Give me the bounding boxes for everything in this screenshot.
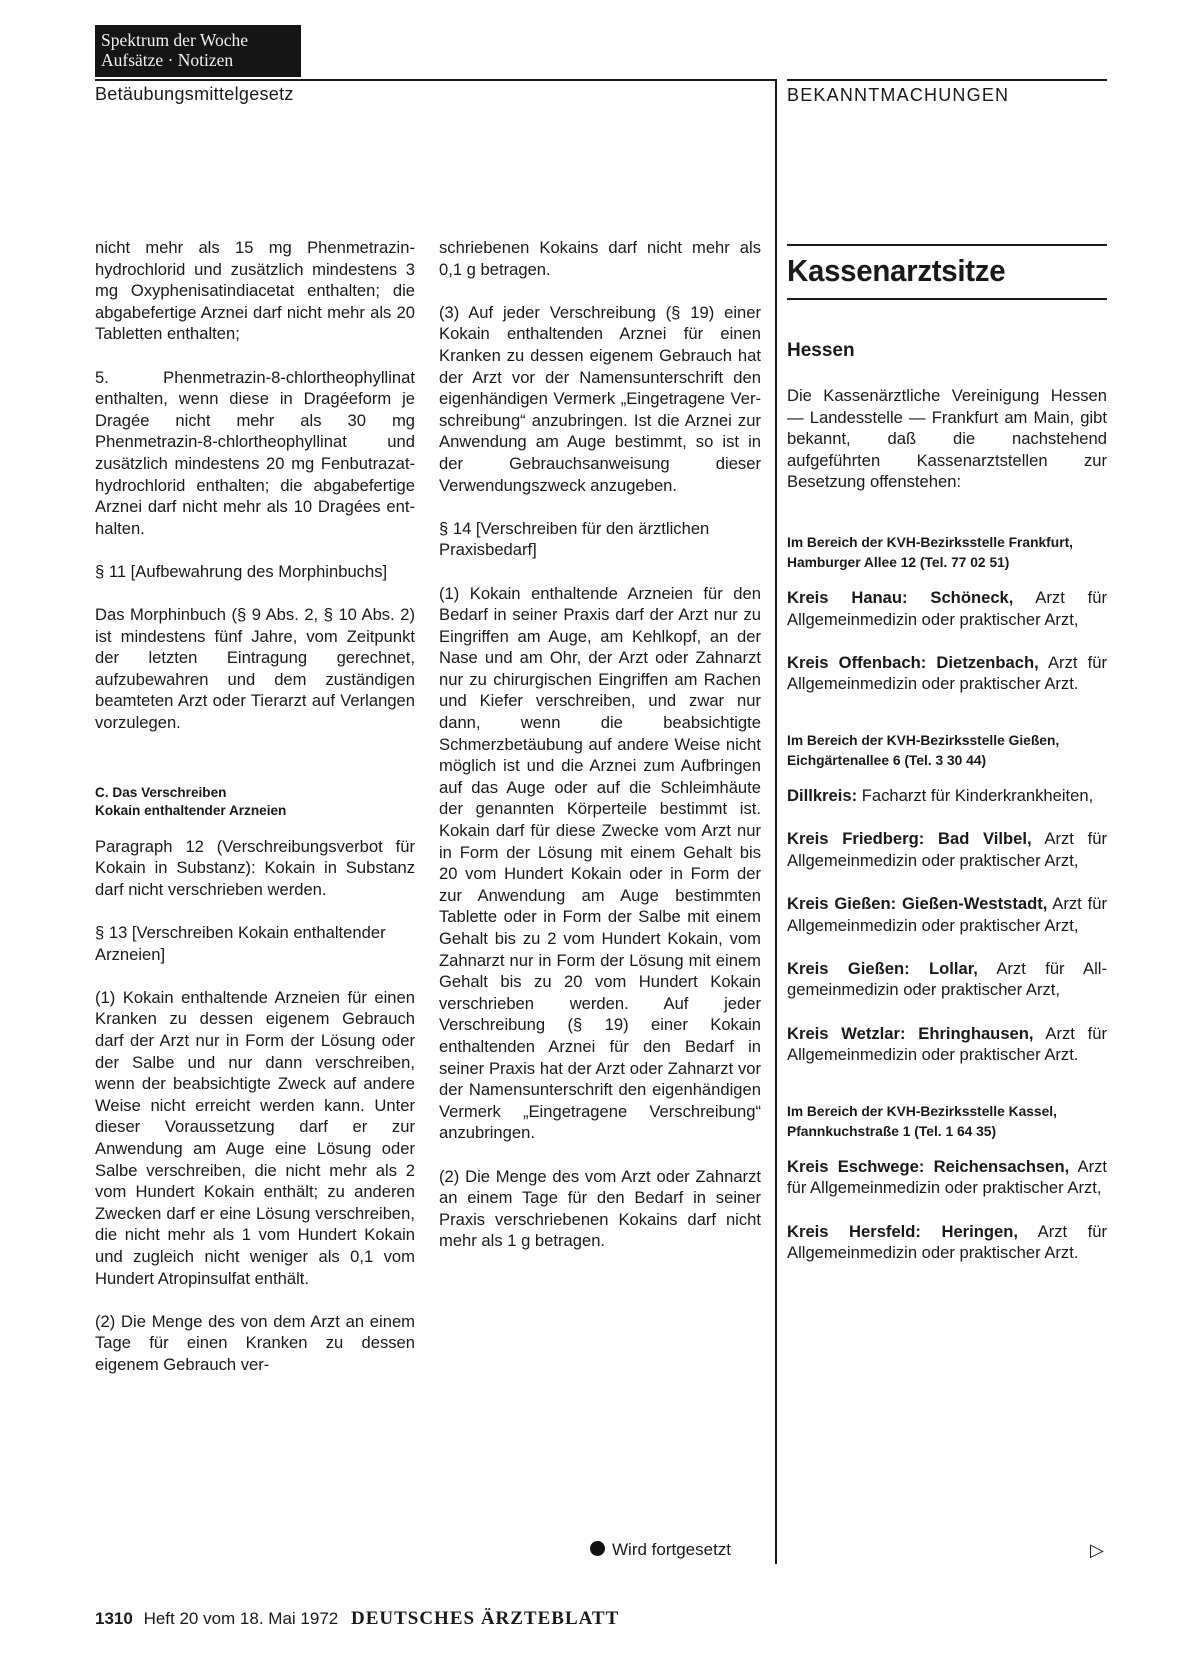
section-label-left: Betäubungsmittelgesetz bbox=[95, 84, 294, 104]
subsection-heading-line-1: C. Das Verschreiben bbox=[95, 784, 227, 800]
header-rule-left bbox=[95, 79, 775, 81]
column-divider bbox=[775, 79, 777, 1564]
vacancy-entry bbox=[787, 1156, 1107, 1199]
paragraph: 5. Phenmetrazin-8-chlortheophyllinat enthalten, wenn diese in Dragéeform je Dragée nicht mehr als 30 mg Phenmetrazin-8-chlortheophyllinat und zusätzlich mindestens 20 mg Fenbutrazat-hydrochlorid enthalten; die abgabefertige Arznei darf nicht mehr als 10 Dragées enthalten. bbox=[95, 367, 415, 538]
region-heading: Im Bereich der KVH-Bezirksstelle Frankfurt, Hamburger Allee 12 (Tel. 77 02 51) bbox=[787, 535, 1073, 571]
section-badge bbox=[95, 25, 301, 77]
vacancy-location: Kreis Friedberg: Bad Vilbel, bbox=[787, 829, 1032, 849]
magazine-name: DEUTSCHES ÄRZTEBLATT bbox=[350, 1608, 620, 1629]
paragraph: Das Morphinbuch (§ 9 Abs. 2, § 10 Abs. 2) ist mindestens fünf Jahre, vom Zeitpunkt der letzten Eintragung gerechnet, aufzubewahren und dem zuständigen beamteten Arzt oder Tierarzt auf Verlangen vorzulegen. bbox=[95, 605, 415, 733]
paragraph: (1) Kokain enthaltende Arzneien für einen Kranken zu dessen eigenem Gebrauch darf der Arzt nur in Form der Lösung oder der Salbe und nur dann verschreiben, wenn der beabsichtigte Zweck auf andere Weise nicht erreicht werden kann. Unter dieser Voraussetzung darf er zur Anwendung am Auge eine Lösung oder Salbe verschreiben, die nicht mehr als 2 vom Hundert Kokain enthält; zu anderen Zwecken darf er eine Lösung verschreiben, die nicht mehr als 1 vom Hundert Kokain und zugleich nicht weniger als 0,1 vom Hundert Atropinsulfat enthält. bbox=[95, 987, 415, 1288]
paragraph: (3) Auf jeder Verschreibung (§ 19) einer Kokain enthaltenden Arznei für einen Kranken zu dessen eigenem Gebrauch hat der Arzt vor der Namensunterschrift den eigenhändigen Vermerk „Eingetragene Verschreibung“ anzubringen. Ist die Arznei zur Anwendung am Auge bestimmt, so ist in der Gebrauchsanweisung dieser Verwendungszweck anzugeben. bbox=[439, 302, 761, 495]
section-heading: § 13 [Verschreiben Kokain enthaltender Arzneien] bbox=[95, 923, 386, 964]
badge-line-2: Aufsätze · Notizen bbox=[101, 50, 234, 70]
vacancy-location: Kreis Wetzlar: Ehringhausen, bbox=[787, 1023, 1034, 1043]
paragraph: Paragraph 12 (Verschreibungsverbot für Kokain in Substanz): Kokain in Substanz darf nicht verschrieben werden. bbox=[95, 836, 415, 899]
announcement-column bbox=[787, 240, 1107, 1285]
article-column-2 bbox=[439, 237, 761, 1274]
title-rule-bottom bbox=[787, 298, 1107, 300]
vacancy-entry bbox=[787, 828, 1107, 871]
paragraph: (2) Die Menge des von dem Arzt an einem Tage für einen Kranken zu dessen eigenem Gebrauch ver- bbox=[95, 1311, 415, 1374]
vacancy-entry bbox=[787, 958, 1107, 1001]
vacancy-description: Arzt für Allgemeinmedizin oder praktischer Arzt. bbox=[787, 1221, 1108, 1263]
vacancy-location: Kreis Gießen: Lollar, bbox=[787, 958, 978, 978]
vacancy-entry bbox=[787, 587, 1107, 630]
vacancy-entry bbox=[787, 893, 1107, 936]
vacancy-description: Arzt für Allgemeinmedizin oder praktischer Arzt. bbox=[787, 652, 1107, 694]
page-footer bbox=[95, 1608, 619, 1630]
page-number: 1310 bbox=[95, 1609, 133, 1628]
region-heading: Im Bereich der KVH-Bezirksstelle Gießen, Eichgärtenallee 6 (Tel. 3 30 44) bbox=[787, 733, 1060, 769]
vacancy-description: Arzt für Allgemeinmedizin oder praktischer Arzt, bbox=[787, 588, 1107, 629]
region-heading: Im Bereich der KVH-Bezirksstelle Kassel, Pfannkuchstraße 1 (Tel. 1 64 35) bbox=[787, 1103, 1057, 1139]
continued-text: Wird fortgesetzt bbox=[612, 1540, 732, 1559]
article-column-1 bbox=[95, 237, 415, 1397]
vacancy-description: Facharzt für Kinderkrankheiten, bbox=[857, 786, 1094, 806]
announcement-title: Kassenarztsitze bbox=[787, 253, 1006, 288]
vacancy-description: Arzt für Allgemeinmedizin oder praktischer Arzt, bbox=[787, 829, 1107, 870]
issue-info: Heft 20 vom 18. Mai 1972 bbox=[143, 1609, 339, 1628]
continue-arrow-icon: ▷ bbox=[1090, 1540, 1104, 1560]
section-label-right: BEKANNTMACHUNGEN bbox=[787, 85, 1010, 105]
vacancy-location: Kreis Hersfeld: Heringen, bbox=[787, 1221, 1019, 1241]
paragraph: schriebenen Kokains darf nicht mehr als 0,1 g betragen. bbox=[439, 238, 761, 279]
vacancy-entry bbox=[787, 785, 1107, 807]
vacancy-location: Dillkreis: bbox=[787, 786, 858, 806]
badge-line-1: Spektrum der Woche bbox=[101, 30, 248, 50]
state-heading: Hessen bbox=[787, 339, 855, 361]
paragraph: (1) Kokain enthaltende Arzneien für den Bedarf in seiner Praxis darf der Arzt nur zu Eingriffen am Auge, am Kehlkopf, an der Nase und am Ohr, der Arzt oder Zahnarzt nur zu chirurgischen Eingriffen am Rachen und Kiefer verschreiben, und zwar nur dann, wenn die beabsichtigte Schmerzbetäubung auf andere Weise nicht möglich ist und die Arznei zum Aufbringen auf das Auge oder auf die Schleimhäute der genannten Körperteile bestimmt ist. Kokain darf für diese Zwecke vom Arzt nur in Form der Lösung mit einem Gehalt bis 20 vom Hundert Kokain oder in Form der zur Anwendung am Auge bestimmten Tablette oder in Form der Salbe mit einem Gehalt bis zu 2 vom Hundert Kokain, vom Zahnarzt nur in Form der Lösung mit einem Gehalt bis zu 20 vom Hundert Kokain verschrieben werden. Auf jeder Verschreibung (§ 19) einer Kokain enthaltenden Arznei für den Bedarf in seiner Praxis hat der Arzt oder Zahnarzt vor der Namensunterschrift den eigenhändigen Vermerk „Eingetragene Verschreibung“ anzubringen. bbox=[439, 583, 761, 1143]
header-rule-right bbox=[787, 79, 1107, 81]
vacancy-location: Kreis Hanau: Schöneck, bbox=[787, 588, 1014, 608]
vacancy-location: Kreis Eschwege: Reichensachsen, bbox=[787, 1156, 1070, 1176]
vacancy-entry bbox=[787, 1023, 1107, 1066]
section-heading: § 14 [Verschreiben für den ärztlichen Praxisbedarf] bbox=[439, 518, 710, 560]
vacancy-description: Arzt für Allgemeinmedizin oder praktischer Arzt, bbox=[787, 958, 1107, 1000]
vacancy-description: Arzt für Allgemeinmedizin oder praktischer Arzt. bbox=[787, 1023, 1108, 1065]
vacancy-location: Kreis Gießen: Gießen-Weststadt, bbox=[787, 894, 1048, 913]
vacancy-entry bbox=[787, 652, 1107, 695]
subsection-heading bbox=[95, 784, 415, 820]
bullet-icon bbox=[590, 1541, 605, 1556]
intro-paragraph: Die Kassenärztliche Vereinigung Hessen — Landesstelle — Frankfurt am Main, gibt bekannt, daß die nachstehend aufgeführten Kassenarztstellen zur Besetzung offenstehen: bbox=[787, 386, 1107, 492]
vacancy-location: Kreis Offenbach: Dietzenbach, bbox=[787, 652, 1039, 672]
section-heading: § 11 [Aufbewahrung des Morphinbuchs] bbox=[95, 561, 388, 581]
paragraph: (2) Die Menge des vom Arzt oder Zahnarzt an einem Tage für den Bedarf in seiner Praxis verschriebenen Kokains darf nicht mehr als 1 g betragen. bbox=[439, 1166, 761, 1251]
vacancy-entry bbox=[787, 1221, 1107, 1264]
vacancy-description: Arzt für Allgemeinmedizin oder praktischer Arzt, bbox=[787, 894, 1107, 935]
paragraph: nicht mehr als 15 mg Phenmetrazin-hydrochlorid und zusätzlich mindestens 3 mg Oxyphenisatindiacetat enthalten; die abgabefertige Arznei darf nicht mehr als 20 Tabletten enthalten; bbox=[95, 238, 415, 344]
vacancy-description: Arzt für Allgemeinmedizin oder praktischer Arzt, bbox=[787, 1156, 1107, 1198]
continued-note bbox=[590, 1540, 731, 1560]
subsection-heading-line-2: Kokain enthaltender Arzneien bbox=[95, 802, 287, 818]
